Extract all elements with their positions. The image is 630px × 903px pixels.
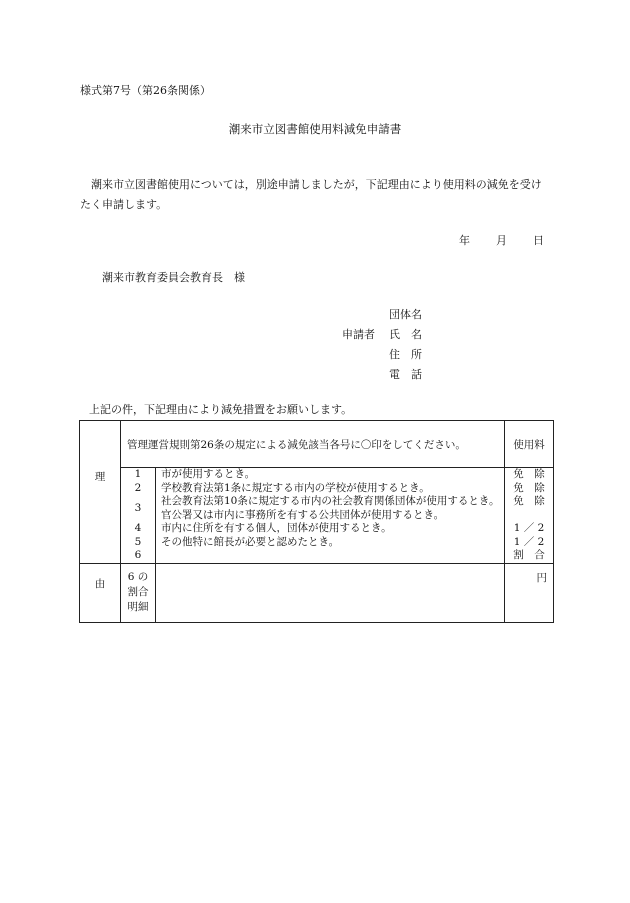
row-number: 2 xyxy=(134,481,142,494)
detail-label-cell xyxy=(121,563,156,622)
reason-label-yu: 由 xyxy=(94,578,106,590)
detail-label-line: 明細 xyxy=(127,600,149,613)
document-title: 潮来市立図書館使用料減免申請書 xyxy=(228,122,402,136)
date-year-label: 年 xyxy=(459,234,470,247)
reason-label-ri: 理 xyxy=(94,471,106,483)
phone-field-label: 電 話 xyxy=(389,368,422,381)
detail-label-line: 6 の xyxy=(127,570,149,583)
row-number: 5 xyxy=(134,535,142,548)
yen-label: 円 xyxy=(536,571,547,584)
date-row xyxy=(459,232,544,248)
row-fee: 免 除 xyxy=(513,495,545,507)
request-line: 上記の件，下記理由により減免措置をお願いします。 xyxy=(89,403,353,416)
date-day-label: 日 xyxy=(533,234,544,247)
row-fee-column xyxy=(505,468,554,564)
yen-cell[interactable] xyxy=(505,563,554,622)
row-description-column xyxy=(156,468,505,564)
row-number: 3 xyxy=(134,502,142,514)
fee-header: 使用料 xyxy=(505,421,554,468)
row-description: 社会教育法第10条に規定する市内の社会教育関係団体が使用するとき。 xyxy=(161,495,500,507)
organization-field-label: 団体名 xyxy=(389,308,422,321)
row-number: 6 xyxy=(134,549,142,561)
intro-paragraph: 潮来市立図書館使用については，別途申請しましたが，下記理由により使用料の減免を受けたく申請します。 xyxy=(80,178,542,211)
row-description: 市内に住所を有する個人，団体が使用するとき。 xyxy=(161,522,392,534)
row-description: 学校教育法第1条に規定する市内の学校が使用するとき。 xyxy=(161,481,430,494)
row-fee: 免 除 xyxy=(513,468,545,480)
row-number-column xyxy=(121,468,156,564)
name-field-label: 氏 名 xyxy=(389,328,422,341)
reason-bottom-cell xyxy=(80,563,121,622)
detail-label-line: 割合 xyxy=(127,585,149,598)
reduction-table xyxy=(79,420,554,623)
row-fee: 1 ／ 2 xyxy=(513,522,545,534)
row-number: 1 xyxy=(134,468,142,480)
row-fee: 免 除 xyxy=(513,481,545,494)
instruction-header: 管理運営規則第26条の規定による減免該当各号に〇印をしてください。 xyxy=(121,421,505,468)
row-description: 官公署又は市内に事務所を有する公共団体が使用するとき。 xyxy=(161,508,445,521)
detail-input-area[interactable] xyxy=(156,563,505,622)
row-number: 4 xyxy=(134,522,142,534)
address-field-label: 住 所 xyxy=(389,348,422,361)
applicant-label: 申請者 xyxy=(342,328,375,341)
form-number: 様式第7号（第26条関係） xyxy=(80,84,211,97)
row-fee: 1 ／ 2 xyxy=(513,535,545,548)
reason-label-cell xyxy=(80,421,121,590)
date-month-label: 月 xyxy=(496,234,507,247)
addressee: 潮来市教育委員会教育長 様 xyxy=(102,271,245,284)
row-fee: 割 合 xyxy=(513,549,545,561)
row-description: 市が使用するとき。 xyxy=(161,468,256,480)
row-description: その他特に館長が必要と認めたとき。 xyxy=(161,535,340,548)
